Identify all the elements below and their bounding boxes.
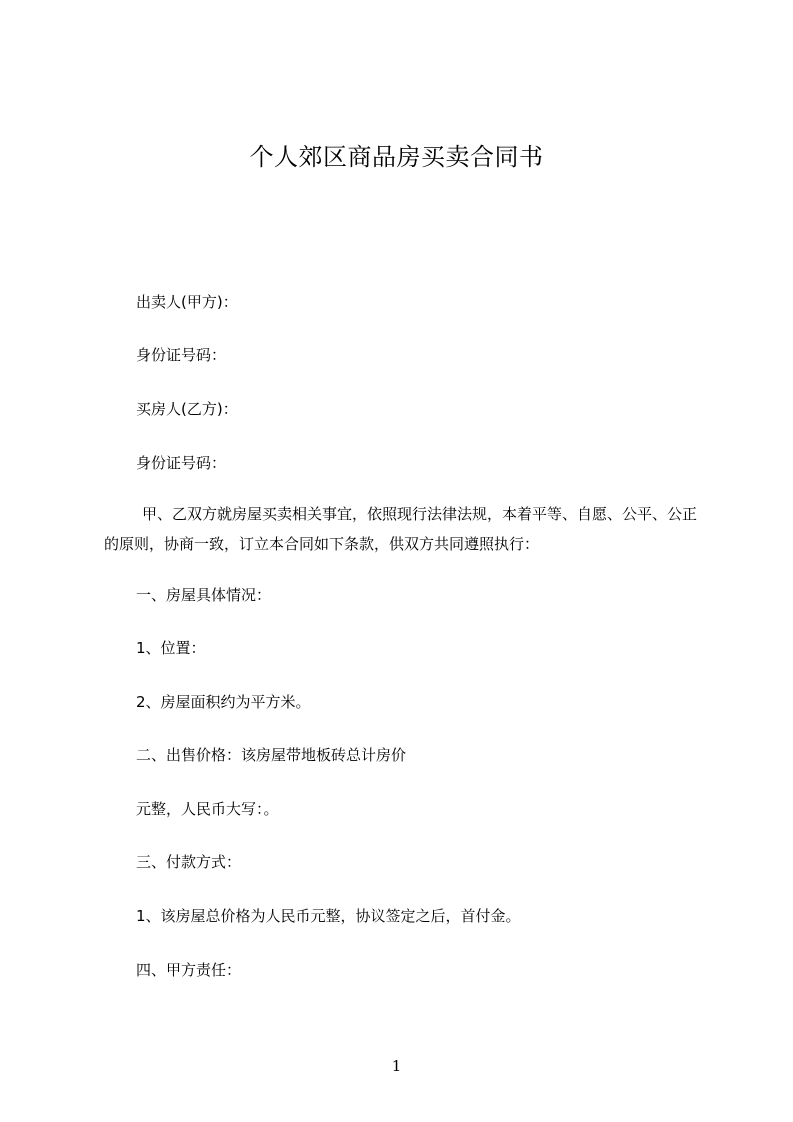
page-number: 1 [391,1057,402,1075]
intro-paragraph: 甲、乙双方就房屋买卖相关事宜，依照现行法律法规，本着平等、自愿、公平、公正的原则，协商一致，订立本合同如下条款，供双方共同遵照执行： [104,505,698,553]
seller-line: 出卖人(甲方)： [136,293,238,311]
document-title: 个人郊区商品房买卖合同书 [249,143,544,171]
buyer-line: 买房人(乙方)： [136,400,238,418]
section-4-heading: 四、甲方责任： [136,961,242,979]
section-2-continuation: 元整，人民币大写：。 [136,800,279,818]
section-1-heading: 一、房屋具体情况： [136,586,272,604]
seller-id-line: 身份证号码： [136,346,227,364]
section-3-heading: 三、付款方式： [136,853,242,871]
item-1-2: 2、房屋面积约为平方米。 [136,693,311,711]
item-3-1: 1、该房屋总价格为人民币元整，协议签定之后，首付金。 [136,907,521,925]
item-1-1: 1、位置： [136,639,206,657]
section-2-heading: 二、出售价格：该房屋带地板砖总计房价 [136,746,407,764]
buyer-id-line: 身份证号码： [136,454,227,472]
